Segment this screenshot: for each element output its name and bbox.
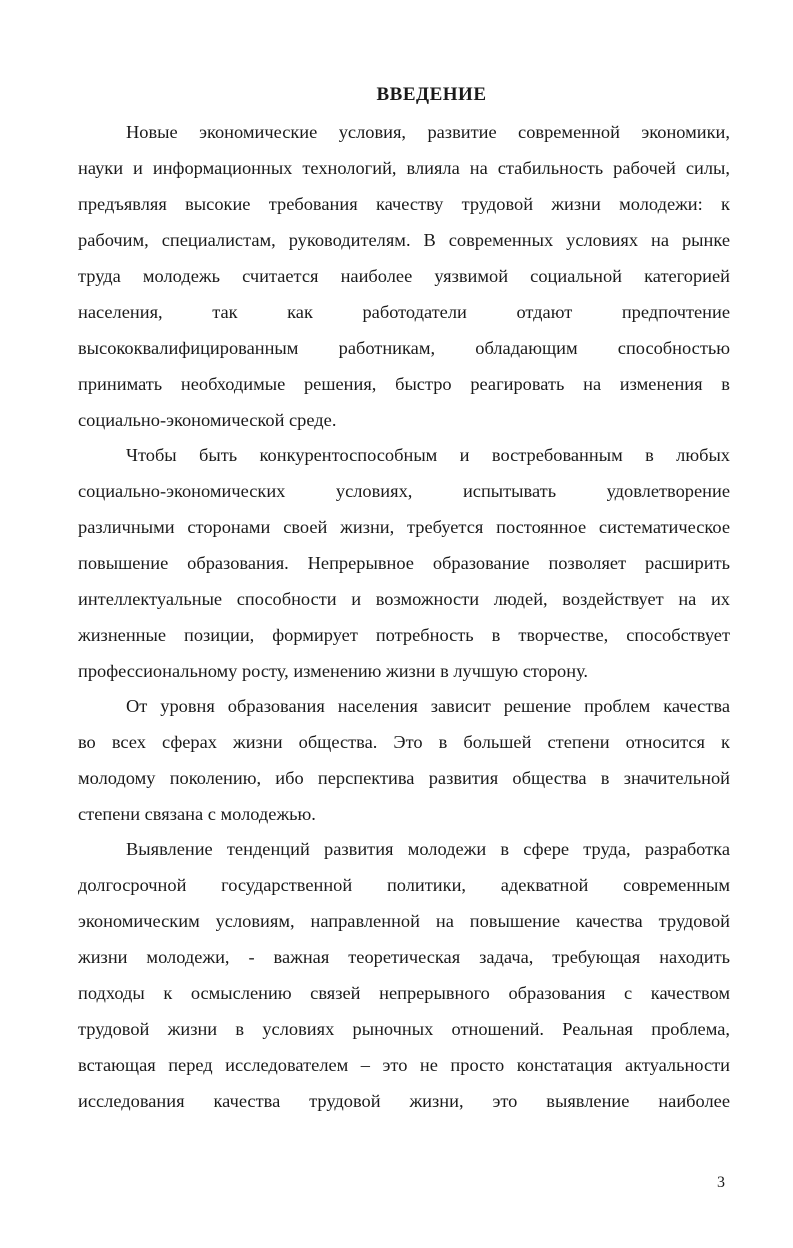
paragraph-4 <box>78 831 730 1119</box>
text-line: От уровня образования населения зависит решение проблем качества <box>126 696 730 716</box>
text-line: встающая перед исследователем – это не просто констатация актуальности <box>78 1055 730 1075</box>
section-title: ВВЕДЕНИЕ <box>376 84 487 105</box>
text-line: различными сторонами своей жизни, требуется постоянное систематическое <box>78 517 730 537</box>
text-line: Чтобы быть конкурентоспособным и востребованным в любых <box>126 445 730 465</box>
text-line: повышение образования. Непрерывное образование позволяет расширить <box>78 553 730 573</box>
text-line: интеллектуальные способности и возможности людей, воздействует на их <box>78 589 730 609</box>
text-line: трудовой жизни в условиях рыночных отношений. Реальная проблема, <box>78 1019 730 1039</box>
text-line: предъявляя высокие требования качеству трудовой жизни молодежи: к <box>78 194 730 214</box>
text-line: принимать необходимые решения, быстро реагировать на изменения в <box>78 374 730 394</box>
paragraph-1 <box>78 114 730 438</box>
text-line: труда молодежь считается наиболее уязвимой социальной категорией <box>78 266 730 286</box>
text-line: населения, так как работодатели отдают предпочтение <box>78 302 730 322</box>
text-line: Новые экономические условия, развитие современной экономики, <box>126 122 730 142</box>
text-line: социально-экономических условиях, испытывать удовлетворение <box>78 481 730 501</box>
text-line: рабочим, специалистам, руководителям. В современных условиях на рынке <box>78 230 730 250</box>
text-line: экономическим условиям, направленной на повышение качества трудовой <box>78 911 730 931</box>
text-line: социально-экономической среде. <box>78 410 337 430</box>
text-line: жизни молодежи, - важная теоретическая задача, требующая находить <box>78 947 730 967</box>
text-line: во всех сферах жизни общества. Это в большей степени относится к <box>78 732 730 752</box>
page-number: 3 <box>717 1174 725 1191</box>
text-line: жизненные позиции, формирует потребность в творчестве, способствует <box>78 625 730 645</box>
text-line: профессиональному росту, изменению жизни в лучшую сторону. <box>78 661 589 681</box>
text-line: подходы к осмыслению связей непрерывного образования с качеством <box>78 983 730 1003</box>
text-line: долгосрочной государственной политики, адекватной современным <box>78 875 730 895</box>
paragraph-3 <box>78 688 730 832</box>
text-line: молодому поколению, ибо перспектива развития общества в значительной <box>78 768 730 788</box>
text-line: высококвалифицированным работникам, обладающим способностью <box>78 338 730 358</box>
text-line: науки и информационных технологий, влияла на стабильность рабочей силы, <box>78 158 730 178</box>
text-line: исследования качества трудовой жизни, это выявление наиболее <box>78 1091 730 1111</box>
text-line: степени связана с молодежью. <box>78 804 316 824</box>
text-line: Выявление тенденций развития молодежи в сфере труда, разработка <box>126 839 730 859</box>
paragraph-2 <box>78 437 730 689</box>
